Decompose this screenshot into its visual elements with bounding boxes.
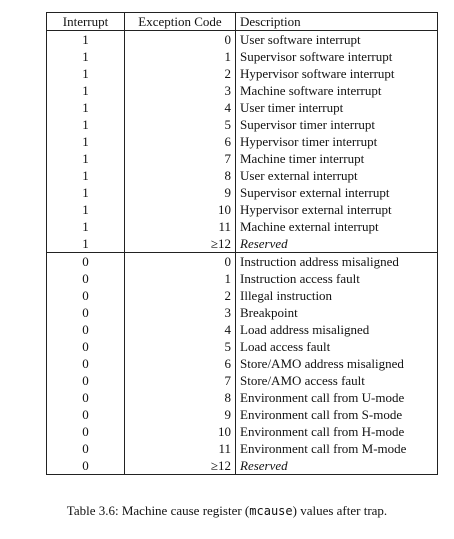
description-cell: Machine external interrupt bbox=[236, 218, 438, 235]
table-row bbox=[47, 270, 438, 287]
table-row bbox=[47, 321, 438, 338]
interrupt-cell: 0 bbox=[47, 423, 125, 440]
exception-code-cell: 10 bbox=[125, 423, 236, 440]
interrupt-cell: 1 bbox=[47, 133, 125, 150]
interrupt-column-header: Interrupt bbox=[47, 13, 125, 31]
interrupt-cell: 1 bbox=[47, 99, 125, 116]
table-row bbox=[47, 457, 438, 475]
exception-code-cell: 5 bbox=[125, 116, 236, 133]
description-cell: Machine software interrupt bbox=[236, 82, 438, 99]
interrupt-cell: 0 bbox=[47, 389, 125, 406]
exception-code-cell: 2 bbox=[125, 287, 236, 304]
table-row bbox=[47, 338, 438, 355]
table-row bbox=[47, 116, 438, 133]
interrupt-cell: 0 bbox=[47, 287, 125, 304]
interrupt-cell: 1 bbox=[47, 65, 125, 82]
table-row bbox=[47, 235, 438, 253]
exception-code-cell: 7 bbox=[125, 372, 236, 389]
table-row bbox=[47, 65, 438, 82]
description-cell: User external interrupt bbox=[236, 167, 438, 184]
table-row bbox=[47, 31, 438, 49]
exception-code-cell: ≥12 bbox=[125, 235, 236, 253]
description-cell: Hypervisor software interrupt bbox=[236, 65, 438, 82]
description-cell: Instruction access fault bbox=[236, 270, 438, 287]
exception-code-cell: 1 bbox=[125, 48, 236, 65]
interrupt-cell: 0 bbox=[47, 253, 125, 271]
exception-code-cell: 8 bbox=[125, 389, 236, 406]
mcause-values-table bbox=[46, 12, 438, 475]
description-cell: Store/AMO address misaligned bbox=[236, 355, 438, 372]
table-row bbox=[47, 287, 438, 304]
table-row bbox=[47, 423, 438, 440]
table-body bbox=[47, 31, 438, 475]
interrupt-cell: 0 bbox=[47, 372, 125, 389]
table-row bbox=[47, 372, 438, 389]
table-row bbox=[47, 389, 438, 406]
interrupt-cell: 0 bbox=[47, 440, 125, 457]
description-cell: Supervisor timer interrupt bbox=[236, 116, 438, 133]
description-cell: Supervisor external interrupt bbox=[236, 184, 438, 201]
interrupt-cell: 1 bbox=[47, 150, 125, 167]
interrupt-cell: 1 bbox=[47, 82, 125, 99]
interrupt-cell: 1 bbox=[47, 201, 125, 218]
caption-register-name: mcause bbox=[249, 504, 293, 518]
exception-code-column-header: Exception Code bbox=[125, 13, 236, 31]
interrupt-cell: 0 bbox=[47, 457, 125, 475]
description-cell: Store/AMO access fault bbox=[236, 372, 438, 389]
interrupt-cell: 0 bbox=[47, 304, 125, 321]
exception-code-cell: 6 bbox=[125, 133, 236, 150]
description-cell: Reserved bbox=[236, 235, 438, 253]
description-cell: Environment call from H-mode bbox=[236, 423, 438, 440]
interrupt-cell: 0 bbox=[47, 270, 125, 287]
interrupt-cell: 1 bbox=[47, 218, 125, 235]
table-row bbox=[47, 406, 438, 423]
table-row bbox=[47, 133, 438, 150]
table-row bbox=[47, 48, 438, 65]
interrupt-cell: 1 bbox=[47, 184, 125, 201]
table-row bbox=[47, 304, 438, 321]
table-caption bbox=[0, 503, 454, 519]
interrupt-cell: 1 bbox=[47, 116, 125, 133]
interrupt-cell: 0 bbox=[47, 338, 125, 355]
table-header-row bbox=[47, 13, 438, 31]
caption-prefix: Table 3.6: Machine cause register ( bbox=[66, 503, 250, 518]
description-cell: User timer interrupt bbox=[236, 99, 438, 116]
interrupt-cell: 0 bbox=[47, 321, 125, 338]
exception-code-cell: 4 bbox=[125, 321, 236, 338]
exception-code-cell: 8 bbox=[125, 167, 236, 184]
table-row bbox=[47, 201, 438, 218]
description-cell: Environment call from S-mode bbox=[236, 406, 438, 423]
description-cell: Hypervisor timer interrupt bbox=[236, 133, 438, 150]
interrupt-cell: 1 bbox=[47, 235, 125, 253]
description-cell: Illegal instruction bbox=[236, 287, 438, 304]
description-cell: Reserved bbox=[236, 457, 438, 475]
description-cell: Instruction address misaligned bbox=[236, 253, 438, 271]
description-cell: Hypervisor external interrupt bbox=[236, 201, 438, 218]
description-cell: Breakpoint bbox=[236, 304, 438, 321]
table-row bbox=[47, 440, 438, 457]
table-row bbox=[47, 167, 438, 184]
exception-code-cell: 5 bbox=[125, 338, 236, 355]
interrupt-cell: 0 bbox=[47, 406, 125, 423]
table-row bbox=[47, 184, 438, 201]
description-cell: Supervisor software interrupt bbox=[236, 48, 438, 65]
exception-code-cell: 11 bbox=[125, 440, 236, 457]
table-row bbox=[47, 253, 438, 271]
exception-code-cell: 11 bbox=[125, 218, 236, 235]
description-cell: User software interrupt bbox=[236, 31, 438, 49]
table-row bbox=[47, 150, 438, 167]
exception-code-cell: 3 bbox=[125, 82, 236, 99]
interrupt-cell: 0 bbox=[47, 355, 125, 372]
interrupt-cell: 1 bbox=[47, 31, 125, 49]
table-row bbox=[47, 355, 438, 372]
exception-code-cell: 1 bbox=[125, 270, 236, 287]
description-cell: Load address misaligned bbox=[236, 321, 438, 338]
description-cell: Load access fault bbox=[236, 338, 438, 355]
exception-code-cell: 0 bbox=[125, 31, 236, 49]
table-row bbox=[47, 99, 438, 116]
exception-code-cell: 3 bbox=[125, 304, 236, 321]
interrupt-cell: 1 bbox=[47, 167, 125, 184]
exception-code-cell: ≥12 bbox=[125, 457, 236, 475]
description-cell: Environment call from M-mode bbox=[236, 440, 438, 457]
description-cell: Machine timer interrupt bbox=[236, 150, 438, 167]
table-row bbox=[47, 218, 438, 235]
description-column-header: Description bbox=[236, 13, 438, 31]
exception-code-cell: 9 bbox=[125, 406, 236, 423]
exception-code-cell: 6 bbox=[125, 355, 236, 372]
table-row bbox=[47, 82, 438, 99]
exception-code-cell: 7 bbox=[125, 150, 236, 167]
exception-code-cell: 10 bbox=[125, 201, 236, 218]
exception-code-cell: 2 bbox=[125, 65, 236, 82]
caption-suffix: ) values after trap. bbox=[292, 503, 388, 518]
exception-code-cell: 4 bbox=[125, 99, 236, 116]
exception-code-cell: 0 bbox=[125, 253, 236, 271]
description-cell: Environment call from U-mode bbox=[236, 389, 438, 406]
interrupt-cell: 1 bbox=[47, 48, 125, 65]
exception-code-cell: 9 bbox=[125, 184, 236, 201]
